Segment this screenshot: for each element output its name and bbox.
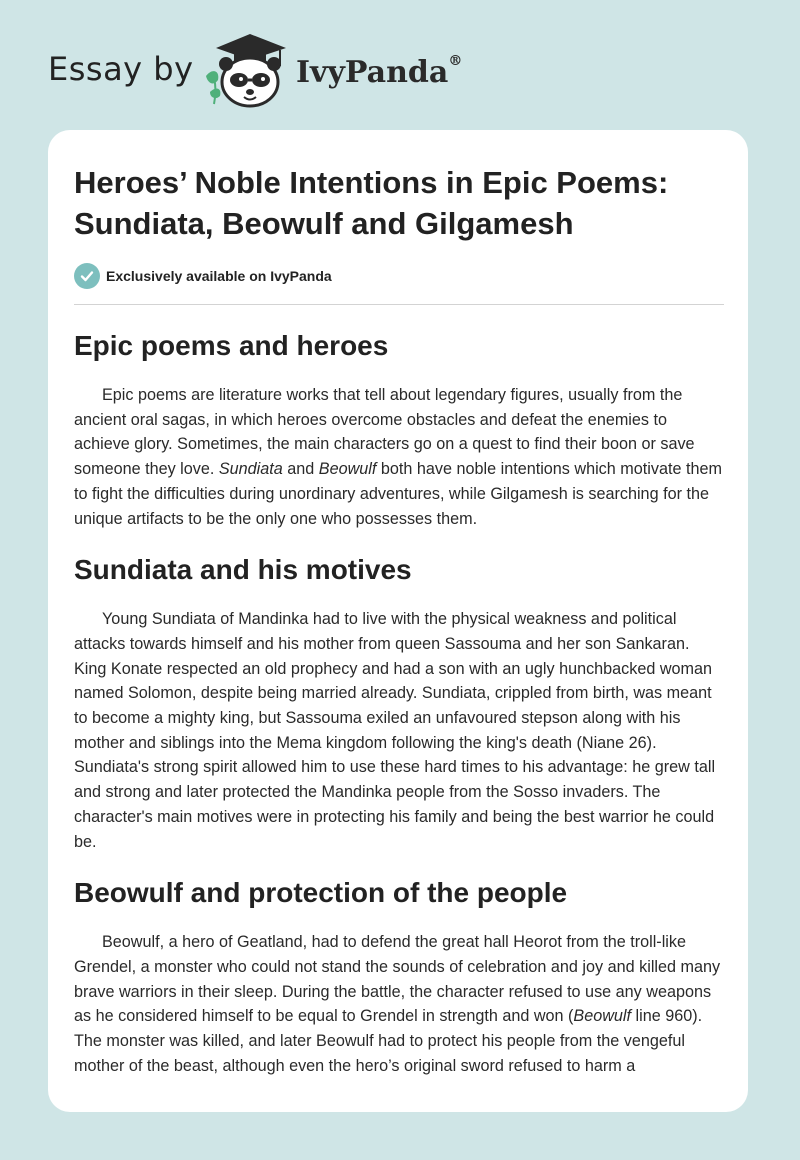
essay-by-label: Essay by (48, 50, 194, 88)
title-beowulf: Beowulf (573, 1007, 632, 1026)
brand-text: IvyPanda (296, 55, 449, 90)
title-sundiata: Sundiata (218, 460, 283, 479)
essay-content (74, 162, 724, 1078)
divider (74, 304, 724, 305)
section-heading-sundiata: Sundiata and his motives (74, 554, 412, 586)
paragraph-text: line 960). The monster was killed, and later Beowulf had to protect his people from the vengeful mother of the beast, although even the hero’s original sword refused to harm a (74, 1007, 703, 1075)
brand-name[interactable] (296, 55, 462, 90)
paragraph-text: Epic poems are literature works that tell about legendary figures, usually from the ancient oral sagas, in which heroes overcome obstacles and defeat the enemies to achieve glory. Sometimes, the main characters go on a quest to find their boon or save someone they love. (74, 386, 695, 479)
title-beowulf: Beowulf (318, 460, 377, 479)
section-paragraph-beowulf (74, 930, 724, 1078)
essay-title: Heroes’ Noble Intentions in Epic Poems: Sundiata, Beowulf and Gilgamesh (74, 165, 669, 241)
paragraph-text: both have noble intentions which motivate them to fight the difficulties during unordinary adventures, while Gilgamesh is searching for the unique artifacts to be the only one who possesses them. (74, 460, 722, 528)
paragraph-text: Beowulf, a hero of Geatland, had to defend the great hall Heorot from the troll-like Grendel, a monster who could not stand the sounds of celebration and joy and killed many brave warriors in their sleep. During the battle, the character refused to use any weapons as he considered himself to be equal to Grendel in strength and won ( (74, 933, 721, 1026)
essay-card (48, 130, 748, 1112)
check-circle-icon (74, 263, 100, 289)
paragraph-text: and (282, 460, 319, 479)
section-paragraph-sundiata: Young Sundiata of Mandinka had to live with the physical weakness and political attacks towards himself and his mother from queen Sassouma and her son Sankaran. King Konate respected an old prophecy and had a son with an ugly hunchbacked woman named Solomon, despite being married already. Sundiata, crippled from birth, was meant to become a mighty king, but Sassouma exiled an unfavoured stepson along with his mother and siblings into the Mema kingdom following the king's death (Niane 26). Sundiata's strong spirit allowed him to use these hard times to his advantage: he grew tall and strong and later protected the Mandinka people from the Sosso invaders. The character's main motives were in protecting his family and being the best warrior he could be. (74, 610, 716, 851)
panda-logo-icon[interactable] (200, 30, 292, 110)
registered-mark: ® (448, 53, 463, 69)
exclusive-badge-text: Exclusively available on IvyPanda (106, 268, 332, 284)
exclusive-badge (74, 262, 724, 290)
section-heading-beowulf: Beowulf and protection of the people (74, 877, 568, 909)
site-header (0, 0, 800, 130)
section-paragraph-epic-poems (74, 383, 724, 531)
section-heading-epic-poems: Epic poems and heroes (74, 330, 389, 361)
